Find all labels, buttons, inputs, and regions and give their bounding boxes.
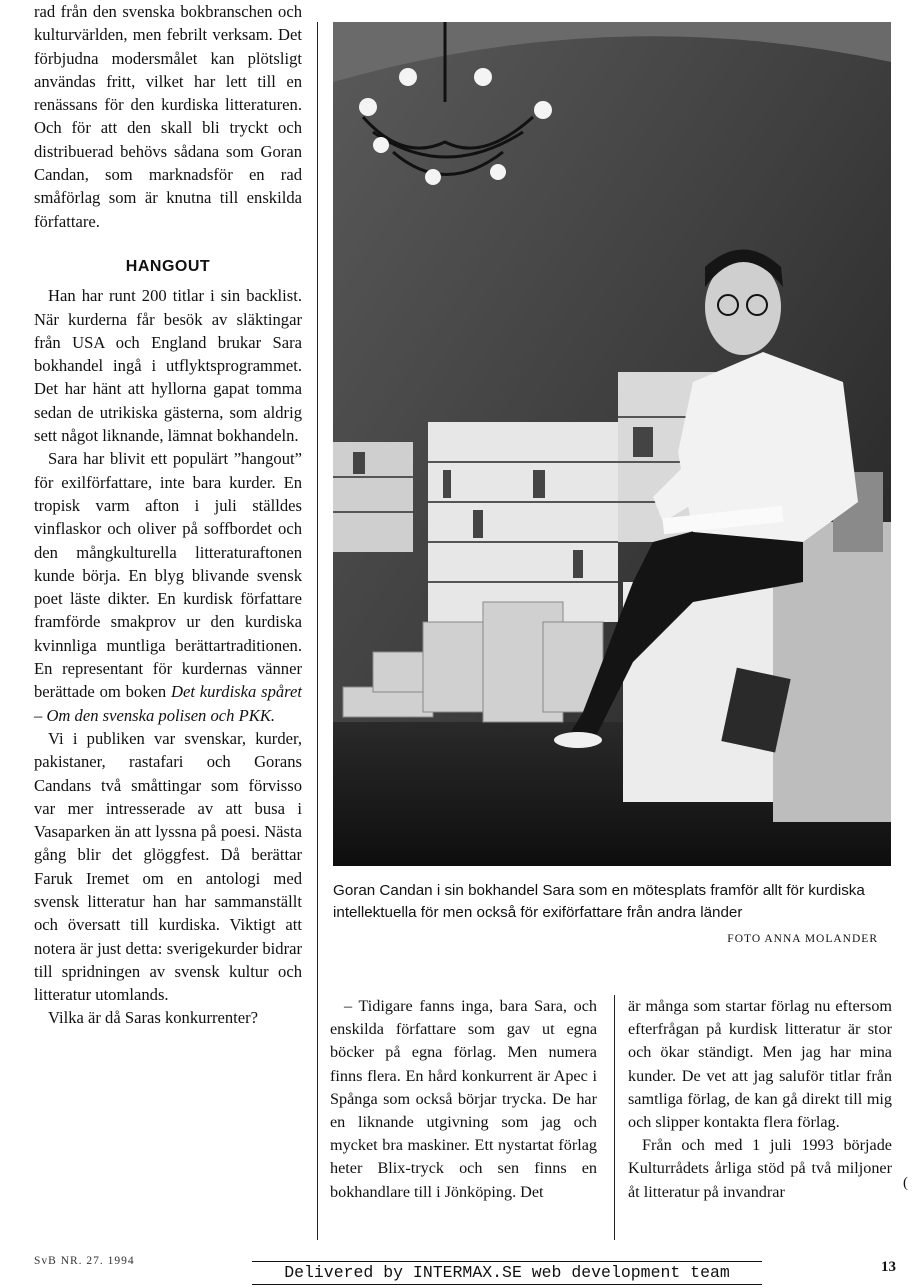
issue-label: SvB NR. 27. 1994	[34, 1255, 135, 1267]
paragraph-kulturradet: Från och med 1 juli 1993 började Kulturrådets årliga stöd på två miljoner åt litteratur på invandrar	[628, 1136, 892, 1201]
delivered-banner: Delivered by INTERMAX.SE web development team	[252, 1261, 762, 1285]
photo-credit: FOTO ANNA MOLANDER	[727, 933, 878, 945]
paragraph-audience: Vi i publiken var svenskar, kurder, pakistaner, rastafari och Gorans Candans två småttingar som förvisso var mer intresserade av att busa i Vasaparken än att lyssna på poesi. Nästa gång blir det glöggfest. Då berättar Faruk Iremet om en antologi med svensk litteratur han har sammanställt och översatt till kurdiska. Viktigt att notera är just detta: sverigekurder bidrar till spridningen av svensk kultur och litteratur utomlands.	[34, 728, 302, 1005]
paragraph-competitors-question: Vilka är då Saras konkurrenter?	[48, 1008, 259, 1028]
photograph-bookshop	[333, 22, 891, 866]
paragraph-backlist: Han har runt 200 titlar i sin backlist. När kurderna får besök av släktingar från USA och England brukar Sara bokhandel ingå i utflyktsprogrammet. Det har hänt att hyllorna gapat tomma sedan de utrikiska gästerna, som aldrig sett något liknande, lämnat bokhandeln.	[34, 286, 302, 446]
paragraph-competitors: – Tidigare fanns inga, bara Sara, och enskilda författare som gav ut egna böcker på egna förlag. Men numera finns flera. En hård konkurrent är Apec i Spånga som också börjar trycka. De har en liknande utgivning som jag och mycket bra maskiner. Ett nystartat förlag heter Blix-tryck och sen finns en bokhandlare till i Jönköping. Det	[330, 997, 597, 1201]
paragraph-hangout	[34, 447, 302, 727]
section-heading-hangout: HANGOUT	[125, 257, 211, 275]
bottom-right-column	[628, 995, 892, 1204]
bottom-middle-column	[330, 995, 597, 1204]
photo-illustration	[333, 22, 891, 866]
left-article-column	[34, 0, 302, 1030]
margin-mark: (	[903, 1175, 908, 1191]
book-title: Det kurdiska spåret – Om den svenska polisen och PKK.	[34, 682, 302, 725]
paragraph-hangout-text: Sara har blivit ett populärt ”hangout” för exilförfattare, inte bara kurder. En tropisk varm afton i juli ställdes vinflaskor och oliver på soffbordet och den mångkulturella litteraturaftonen kunde börja. En blyg blivande svensk poet läste dikter. En kurdisk författare framförde smakprov ur den kurdiska kvinnliga muntliga berättartraditionen. En representant för kurdernas vänner berättade om boken	[34, 449, 302, 702]
photo-caption: Goran Candan i sin bokhandel Sara som en mötesplats framför allt för kurdiska intellektuella för men också för exiförfattare från andra länder	[333, 882, 865, 921]
column-divider-left	[317, 22, 318, 1240]
page-number: 13	[881, 1259, 896, 1275]
paragraph-intro: rad från den svenska bokbranschen och kulturvärlden, men febrilt verksam. Det förbjudna modersmålet kan plötsligt användas fritt, vilket har lett till en renässans för den kurdiska litteraturen. Och för att den skall bli tryckt och distribuerad behövs sådana som Goran Candan, som marknadsför en rad småförlag som är knutna till enskilda författare.	[34, 2, 302, 231]
column-divider-right	[614, 995, 615, 1240]
paragraph-publishers: är många som startar förlag nu eftersom efterfrågan på kurdisk litteratur är stor och ökar ständigt. Men jag har mina kunder. De vet att jag saluför titlar från samtliga förlag, de kan gå direkt till mig och slipper kontakta flera förlag.	[628, 997, 892, 1132]
